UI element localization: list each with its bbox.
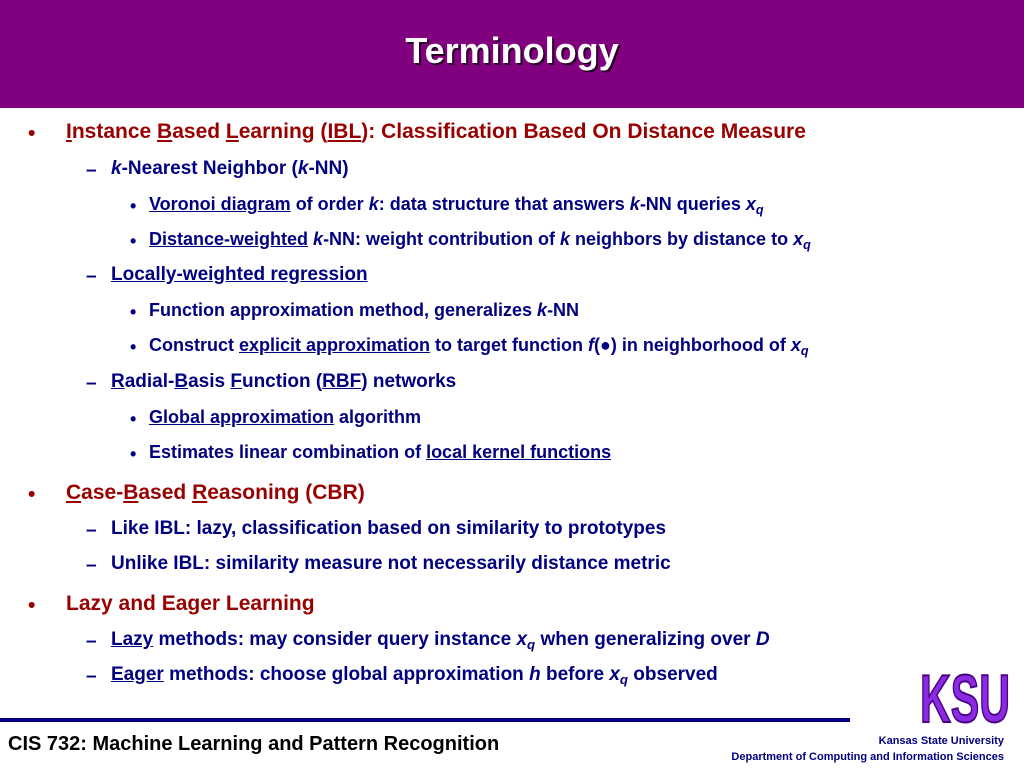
var-x: x: [609, 664, 620, 685]
var-k: k: [537, 300, 548, 320]
var-q: q: [803, 238, 811, 252]
bullet-voronoi: [149, 194, 764, 217]
dash-marker: –: [86, 666, 97, 687]
text: -NN: weight contribution of: [323, 229, 561, 249]
text: Function approximation method, generalizes: [149, 300, 538, 320]
footer-divider: [0, 718, 850, 722]
bullet-knn: [111, 158, 349, 180]
bullet-unlike-ibl: Unlike IBL: similarity measure not necessarily distance metric: [111, 553, 671, 574]
course-title: CIS 732: Machine Learning and Pattern Recognition: [8, 733, 500, 755]
bullet-function-approximation: [149, 300, 579, 321]
bullet-marker: •: [28, 122, 36, 145]
var-k: k: [313, 229, 324, 249]
text: to target function: [430, 335, 589, 355]
text: before: [540, 664, 610, 685]
bullet-marker: •: [130, 337, 137, 357]
text: ased: [138, 481, 193, 504]
var-k: k: [629, 194, 640, 214]
ibl-link[interactable]: IBL: [327, 120, 362, 143]
department-name: Department of Computing and Information Sciences: [731, 751, 1004, 763]
initial-letter: R: [192, 481, 208, 504]
text: (●) in neighborhood of: [594, 335, 791, 355]
global-approximation-link[interactable]: Global approximation: [149, 407, 335, 427]
university-name: Kansas State University: [878, 735, 1004, 747]
initial-letter: B: [174, 371, 189, 392]
dash-marker: –: [86, 631, 97, 652]
distance-weighted-link[interactable]: Distance-weighted: [149, 229, 309, 249]
initial-letter: F: [230, 371, 242, 392]
text: ): Classification Based On Distance Measure: [361, 120, 806, 143]
text: -Nearest Neighbor (: [121, 158, 298, 179]
text: asis: [188, 371, 231, 392]
var-k: k: [560, 229, 571, 249]
bullet-global-approximation: [149, 407, 421, 428]
bullet-marker: •: [130, 196, 137, 216]
text: : data structure that answers: [378, 194, 630, 214]
text: -NN): [308, 158, 349, 179]
bullet-marker: •: [28, 483, 36, 506]
dash-marker: –: [86, 520, 97, 541]
text: earning (: [238, 120, 328, 143]
title-bar: [0, 0, 1024, 108]
bullet-marker: •: [130, 302, 137, 322]
text: when generalizing over: [535, 629, 756, 650]
bullet-lazy-eager: Lazy and Eager Learning: [66, 592, 315, 615]
bullet-like-ibl: Like IBL: lazy, classification based on similarity to prototypes: [111, 518, 667, 539]
text: methods: choose global approximation: [163, 664, 530, 685]
var-q: q: [527, 637, 536, 652]
bullet-ibl: [66, 120, 806, 144]
text: of order: [290, 194, 369, 214]
var-q: q: [619, 672, 629, 687]
text: ased: [172, 120, 226, 143]
text: ) networks: [361, 371, 457, 392]
bullet-construct: [149, 335, 809, 358]
text: algorithm: [334, 407, 422, 427]
var-f: f: [588, 335, 595, 355]
var-x: x: [790, 335, 801, 355]
initial-letter: C: [66, 481, 82, 504]
bullet-rbf: [111, 371, 456, 393]
local-kernel-functions-link[interactable]: local kernel functions: [426, 442, 612, 462]
initial-letter: R: [111, 371, 125, 392]
initial-letter: B: [123, 481, 139, 504]
bullet-marker: •: [130, 444, 137, 464]
bullet-lazy: [111, 629, 770, 652]
eager-link[interactable]: Eager: [111, 664, 164, 685]
bullet-estimates: [149, 442, 611, 463]
slide-title: Terminology: [405, 30, 619, 71]
text: ase-: [81, 481, 124, 504]
bullet-marker: •: [130, 231, 137, 251]
text: unction (: [241, 371, 323, 392]
var-q: q: [800, 344, 809, 358]
var-k: k: [111, 158, 122, 179]
var-h: h: [529, 664, 541, 685]
dash-marker: –: [86, 160, 97, 181]
var-x: x: [516, 629, 528, 650]
var-k: k: [368, 194, 379, 214]
initial-letter: B: [157, 120, 173, 143]
var-x: x: [745, 194, 756, 214]
rbf-link[interactable]: RBF: [322, 371, 362, 392]
logo-text: KSU: [920, 661, 1010, 730]
initial-letter: L: [225, 120, 239, 143]
var-q: q: [755, 203, 764, 217]
voronoi-link[interactable]: Voronoi diagram: [149, 194, 291, 214]
bullet-distance-weighted: [149, 229, 811, 252]
var-d: D: [755, 629, 770, 650]
text: -NN: [547, 300, 580, 320]
text: easoning (CBR): [207, 481, 365, 504]
text: nstance: [71, 120, 158, 143]
text: observed: [628, 664, 718, 685]
text: adial-: [124, 371, 175, 392]
text: -NN queries: [639, 194, 746, 214]
bullet-cbr: [66, 481, 365, 505]
initial-letter: I: [66, 120, 72, 143]
lwr-link[interactable]: Locally-weighted regression: [111, 264, 368, 285]
dash-marker: –: [86, 373, 97, 394]
bullet-lwr: [111, 264, 368, 286]
var-k: k: [297, 158, 309, 179]
bullet-marker: •: [130, 409, 137, 429]
text: Construct: [149, 335, 239, 355]
dash-marker: –: [86, 266, 97, 287]
var-x: x: [793, 229, 804, 249]
dash-marker: –: [86, 555, 97, 576]
text: Estimates linear combination of: [149, 442, 427, 462]
explicit-approximation-link[interactable]: explicit approximation: [239, 335, 431, 355]
ksu-logo: [918, 660, 1012, 730]
bullet-marker: •: [28, 594, 36, 617]
department-info: [731, 733, 1004, 765]
text: methods: may consider query instance: [153, 629, 517, 650]
bullet-eager: [111, 664, 718, 687]
lazy-link[interactable]: Lazy: [111, 629, 154, 650]
text: neighbors by distance to: [570, 229, 794, 249]
